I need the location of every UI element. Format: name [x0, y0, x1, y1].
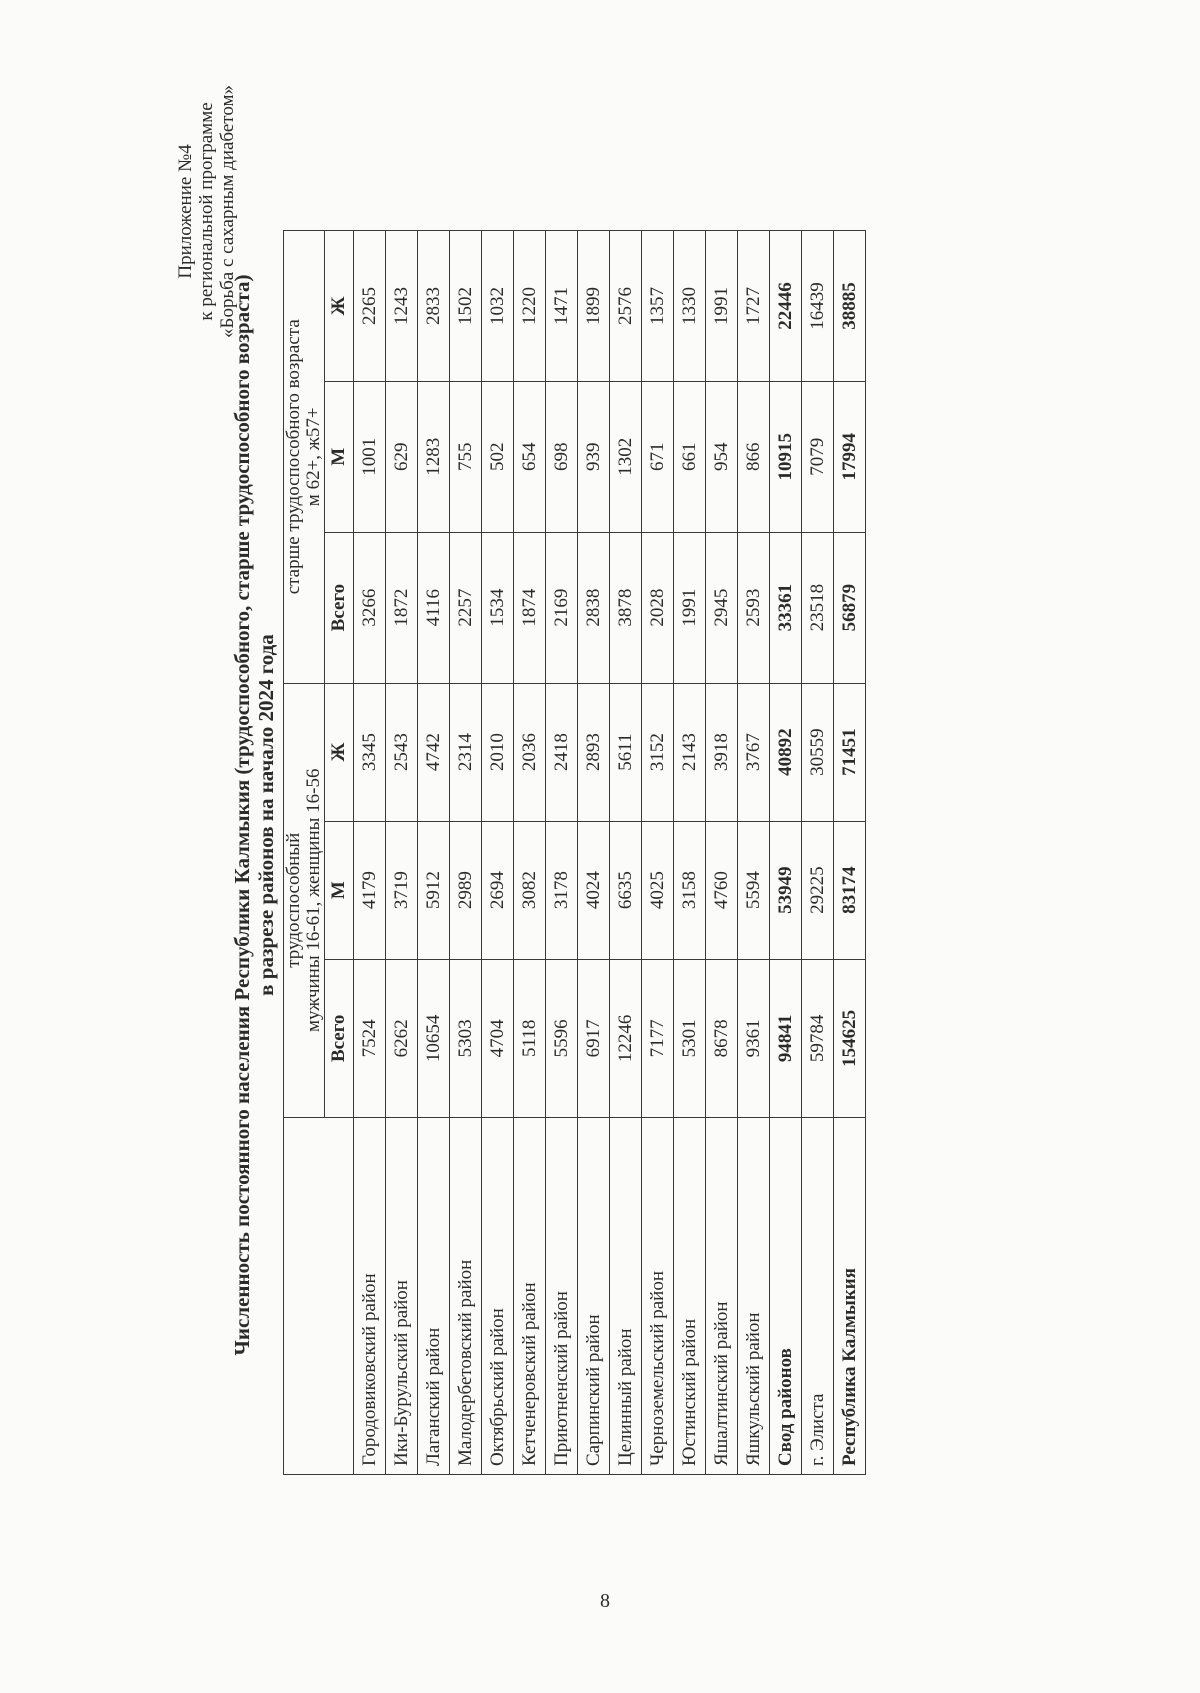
appendix-header — [175, 85, 238, 338]
district-name: Городовиковский район — [354, 1118, 386, 1475]
header-total-1: Всего — [325, 959, 354, 1117]
value-cell: 661 — [674, 381, 706, 532]
district-column-header — [284, 1118, 354, 1475]
appendix-program: к региональной программе — [196, 102, 217, 321]
value-cell: 2593 — [738, 532, 770, 683]
value-cell: 2893 — [578, 683, 610, 821]
appendix-number: Приложение №4 — [175, 144, 196, 279]
value-cell: 1032 — [482, 231, 514, 382]
table-row — [514, 231, 546, 1475]
value-cell: 1899 — [578, 231, 610, 382]
value-cell: 4024 — [578, 821, 610, 959]
value-cell: 2838 — [578, 532, 610, 683]
rotated-landscape-sheet — [175, 55, 1175, 1515]
value-cell: 3878 — [610, 532, 642, 683]
value-cell: 33361 — [770, 532, 802, 683]
district-name: Приютненский район — [546, 1118, 578, 1475]
value-cell: 5118 — [514, 959, 546, 1117]
value-cell: 1874 — [514, 532, 546, 683]
value-cell: 654 — [514, 381, 546, 532]
value-cell: 3719 — [386, 821, 418, 959]
value-cell: 2143 — [674, 683, 706, 821]
page-number: 8 — [600, 1590, 610, 1612]
value-cell: 502 — [482, 381, 514, 532]
value-cell: 2314 — [450, 683, 482, 821]
value-cell: 629 — [386, 381, 418, 532]
over-working-age-range: м 62+, ж57+ — [303, 407, 324, 507]
value-cell: 2543 — [386, 683, 418, 821]
table-row — [738, 231, 770, 1475]
value-cell: 1330 — [674, 231, 706, 382]
value-cell: 56879 — [834, 532, 866, 683]
table-row — [834, 231, 866, 1475]
value-cell: 29225 — [802, 821, 834, 959]
header-female-1: Ж — [325, 683, 354, 821]
value-cell: 2418 — [546, 683, 578, 821]
value-cell: 10654 — [418, 959, 450, 1117]
table-row — [354, 231, 386, 1475]
value-cell: 30559 — [802, 683, 834, 821]
value-cell: 83174 — [834, 821, 866, 959]
value-cell: 954 — [706, 381, 738, 532]
value-cell: 7177 — [642, 959, 674, 1117]
value-cell: 4742 — [418, 683, 450, 821]
table-row — [418, 231, 450, 1475]
value-cell: 6262 — [386, 959, 418, 1117]
value-cell: 3266 — [354, 532, 386, 683]
working-age-title: трудоспособный — [283, 832, 304, 968]
district-name: Ики-Бурульский район — [386, 1118, 418, 1475]
value-cell: 2694 — [482, 821, 514, 959]
value-cell: 1220 — [514, 231, 546, 382]
value-cell: 7524 — [354, 959, 386, 1117]
value-cell: 2989 — [450, 821, 482, 959]
table-row — [706, 231, 738, 1475]
appendix-program-name: «Борьба с сахарным диабетом» — [217, 85, 238, 338]
value-cell: 59784 — [802, 959, 834, 1117]
district-name: Лаганский район — [418, 1118, 450, 1475]
value-cell: 3918 — [706, 683, 738, 821]
working-age-range: мужчины 16-61, женщины 16-56 — [303, 768, 324, 1032]
value-cell: 939 — [578, 381, 610, 532]
value-cell: 6635 — [610, 821, 642, 959]
value-cell: 1991 — [674, 532, 706, 683]
table-row — [450, 231, 482, 1475]
table-row — [482, 231, 514, 1475]
district-name: Юстинский район — [674, 1118, 706, 1475]
header-total-2: Всего — [325, 532, 354, 683]
value-cell: 1357 — [642, 231, 674, 382]
value-cell: 3767 — [738, 683, 770, 821]
header-male-2: М — [325, 381, 354, 532]
value-cell: 5611 — [610, 683, 642, 821]
value-cell: 2945 — [706, 532, 738, 683]
value-cell: 94841 — [770, 959, 802, 1117]
value-cell: 1872 — [386, 532, 418, 683]
title-line-1: Численность постоянного населения Республики Калмыкия (трудоспособного, старше трудоспособного возраста) — [230, 274, 254, 1356]
district-name: Республика Калмыкия — [834, 1118, 866, 1475]
value-cell: 17994 — [834, 381, 866, 532]
working-age-header — [284, 683, 325, 1117]
value-cell: 5596 — [546, 959, 578, 1117]
value-cell: 9361 — [738, 959, 770, 1117]
document-title — [230, 115, 278, 1515]
value-cell: 4760 — [706, 821, 738, 959]
value-cell: 12246 — [610, 959, 642, 1117]
district-name: Свод районов — [770, 1118, 802, 1475]
header-male-1: М — [325, 821, 354, 959]
value-cell: 4025 — [642, 821, 674, 959]
population-table — [283, 230, 866, 1475]
value-cell: 5594 — [738, 821, 770, 959]
value-cell: 1727 — [738, 231, 770, 382]
value-cell: 698 — [546, 381, 578, 532]
value-cell: 53949 — [770, 821, 802, 959]
value-cell: 1302 — [610, 381, 642, 532]
value-cell: 38885 — [834, 231, 866, 382]
table-row — [674, 231, 706, 1475]
value-cell: 10915 — [770, 381, 802, 532]
value-cell: 1001 — [354, 381, 386, 532]
value-cell: 3082 — [514, 821, 546, 959]
value-cell: 8678 — [706, 959, 738, 1117]
value-cell: 2028 — [642, 532, 674, 683]
value-cell: 4179 — [354, 821, 386, 959]
value-cell: 5303 — [450, 959, 482, 1117]
table-row — [802, 231, 834, 1475]
value-cell: 1991 — [706, 231, 738, 382]
district-name: Черноземельский район — [642, 1118, 674, 1475]
value-cell: 3345 — [354, 683, 386, 821]
value-cell: 40892 — [770, 683, 802, 821]
value-cell: 3158 — [674, 821, 706, 959]
district-name: Кетченеровский район — [514, 1118, 546, 1475]
district-name: Сарпинский район — [578, 1118, 610, 1475]
value-cell: 23518 — [802, 532, 834, 683]
table-row — [610, 231, 642, 1475]
table-row — [578, 231, 610, 1475]
value-cell: 1534 — [482, 532, 514, 683]
table-row — [546, 231, 578, 1475]
value-cell: 16439 — [802, 231, 834, 382]
district-name: Целинный район — [610, 1118, 642, 1475]
value-cell: 2169 — [546, 532, 578, 683]
district-name: Малодербетовский район — [450, 1118, 482, 1475]
value-cell: 22446 — [770, 231, 802, 382]
value-cell: 671 — [642, 381, 674, 532]
value-cell: 5301 — [674, 959, 706, 1117]
header-female-2: Ж — [325, 231, 354, 382]
value-cell: 2833 — [418, 231, 450, 382]
district-name: Яшкульский район — [738, 1118, 770, 1475]
over-working-age-header — [284, 231, 325, 684]
value-cell: 7079 — [802, 381, 834, 532]
district-name: Октябрьский район — [482, 1118, 514, 1475]
value-cell: 1502 — [450, 231, 482, 382]
title-line-2: в разрезе районов на начало 2024 года — [254, 634, 278, 996]
value-cell: 71451 — [834, 683, 866, 821]
value-cell: 4116 — [418, 532, 450, 683]
table-row — [386, 231, 418, 1475]
value-cell: 2010 — [482, 683, 514, 821]
table-body — [354, 231, 866, 1475]
value-cell: 2036 — [514, 683, 546, 821]
value-cell: 1283 — [418, 381, 450, 532]
value-cell: 3152 — [642, 683, 674, 821]
value-cell: 5912 — [418, 821, 450, 959]
district-name: Яшалтинский район — [706, 1118, 738, 1475]
value-cell: 1243 — [386, 231, 418, 382]
district-name: г. Элиста — [802, 1118, 834, 1475]
value-cell: 154625 — [834, 959, 866, 1117]
value-cell: 3178 — [546, 821, 578, 959]
value-cell: 2576 — [610, 231, 642, 382]
value-cell: 2265 — [354, 231, 386, 382]
value-cell: 2257 — [450, 532, 482, 683]
value-cell: 4704 — [482, 959, 514, 1117]
value-cell: 6917 — [578, 959, 610, 1117]
table-row — [770, 231, 802, 1475]
value-cell: 866 — [738, 381, 770, 532]
value-cell: 755 — [450, 381, 482, 532]
table-row — [642, 231, 674, 1475]
value-cell: 1471 — [546, 231, 578, 382]
over-working-age-title: старше трудоспособного возраста — [283, 319, 304, 595]
